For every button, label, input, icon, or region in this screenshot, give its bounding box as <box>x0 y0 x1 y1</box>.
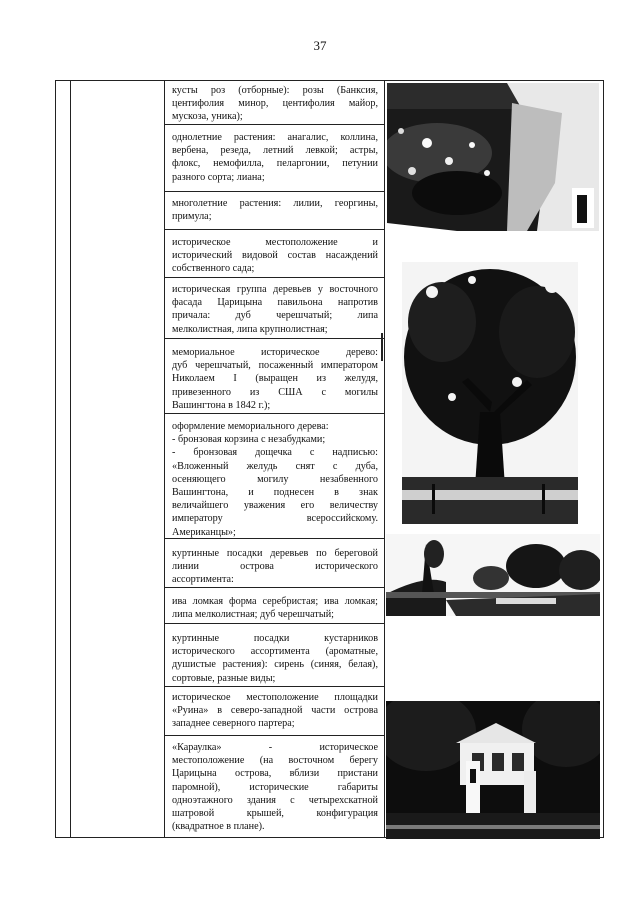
rose-garden-image <box>387 83 599 231</box>
entry-shore-plantings: куртинные посадки деревьев по береговой линии острова исторического ассортимента: <box>172 548 378 586</box>
entry-separator <box>164 413 385 414</box>
entry-ruin-site: историческое местоположение площадки «Руина» в северо-западной части острова западнее северного партера; <box>172 692 378 730</box>
island-shoreline-image <box>386 534 600 616</box>
entry-own-garden: историческое местоположение и исторический видовой состав насаждений собственного сада; <box>172 237 378 275</box>
entry-separator <box>164 229 385 230</box>
entry-annuals: однолетние растения: анагалис, коллина, вербена, резеда, летний левкой; астры, флокс, немофилла, пеларгонии, петунии разного сорта; лиана; <box>172 132 378 183</box>
photo-rose-garden <box>387 83 599 231</box>
entry-separator <box>164 623 385 624</box>
entry-separator <box>164 735 385 736</box>
guardhouse-image <box>386 701 600 839</box>
entry-separator <box>164 338 385 339</box>
entry-separator <box>164 587 385 588</box>
table-column-divider <box>384 81 385 837</box>
entry-willow-linden: ива ломкая форма серебристая; ива ломкая; липа мелколистная; дуб черешчатый; <box>172 596 378 621</box>
entry-separator <box>164 124 385 125</box>
table-column-divider <box>164 81 165 837</box>
page-number: 37 <box>313 38 327 53</box>
photo-memorial-oak <box>402 262 578 524</box>
entry-separator <box>164 191 385 192</box>
photo-island-shoreline <box>386 534 600 616</box>
entry-tree-group: историческая группа деревьев у восточного фасада Царицына павильона напротив причала: дуб черешчатый; липа мелколистная, липа крупнолистная; <box>172 284 378 335</box>
margin-mark <box>381 333 383 361</box>
table-column-divider <box>70 81 71 837</box>
entry-memorial-tree: мемориальное историческое дерево: дуб черешчатый, посаженный императором Николаем I (выращен из желудя, привезенного из США с могилы Вашингтона в 1842 г.); <box>172 347 378 411</box>
entry-roses: кусты роз (отборные): розы (Банксия, центифолия минор, центифолия майор, мускоза, уника); <box>172 85 378 123</box>
entry-shrubs: куртинные посадки кустарников исторического ассортимента (ароматные, душистые растения): сирень (синяя, белая), сортовые, разные виды; <box>172 633 378 684</box>
entry-perennials: многолетние растения: лилии, георгины, примула; <box>172 198 378 223</box>
entry-separator <box>164 686 385 687</box>
memorial-oak-image <box>402 262 578 524</box>
photo-guardhouse-karaulka <box>386 701 600 839</box>
entry-memorial-decoration: оформление мемориального дерева: - бронзовая корзина с незабудками; - бронзовая дощечка с надписью: «Вложенный желудь снят с дуба, осеняющего могилу незабвенного Вашингтона, и поднесен в знак величайшего уважения его величеству императору всероссийскому. Американцы»; <box>172 421 378 538</box>
entry-separator <box>164 277 385 278</box>
entry-guardhouse: «Караулка» - историческое местоположение (на восточном берегу Царицына острова, вблизи пристани паромной), исторические габариты одноэтажного здания с четырехскатной шатровой крышей, конфигурация (квадратное в плане). <box>172 742 378 833</box>
